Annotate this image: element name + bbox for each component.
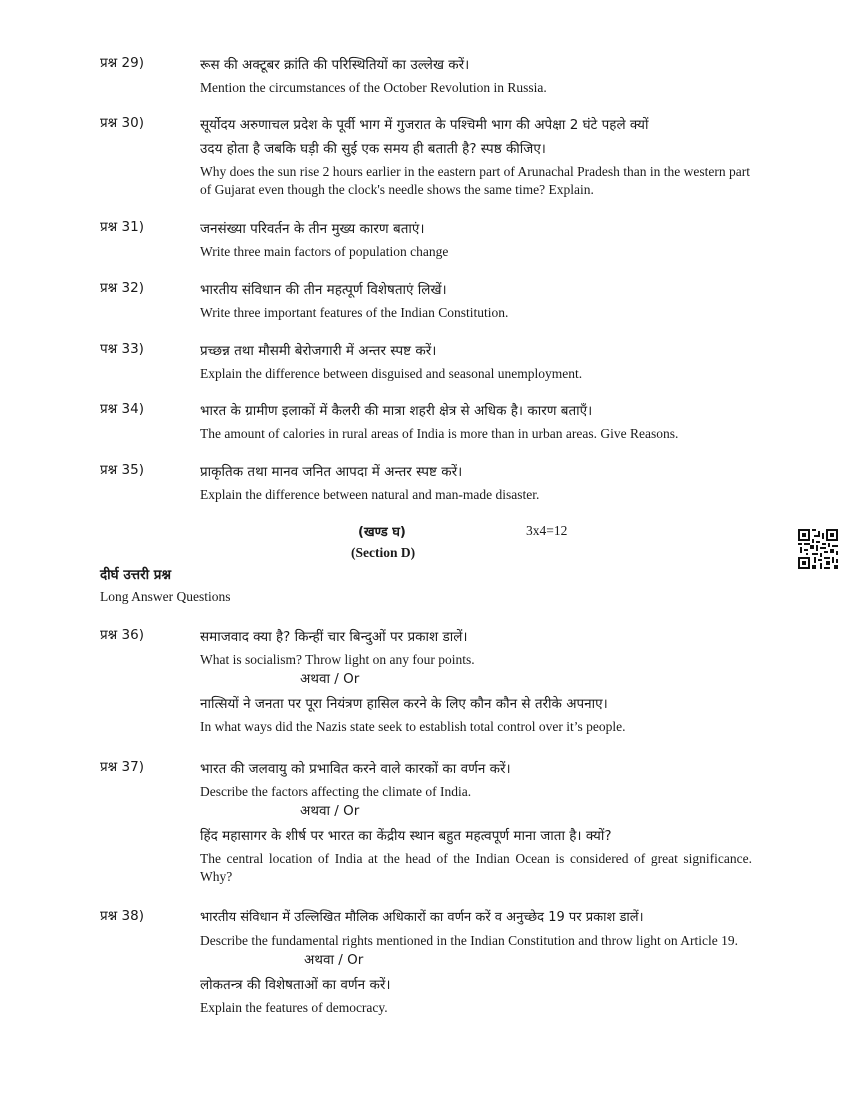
question-text-hindi: जनसंख्या परिवर्तन के तीन मुख्य कारण बताएं।: [200, 221, 425, 237]
question-text-hindi: भारतीय संविधान में उल्लिखित मौलिक अधिकारों का वर्णन करें व अनुच्छेद 19 पर प्रकाश डालें।: [200, 910, 644, 925]
question-text-english: Write three main factors of population change: [200, 244, 449, 259]
question-number: प्रश्न 35): [100, 462, 144, 478]
alt-question-text-english: In what ways did the Nazis state seek to establish total control over it’s people.: [200, 719, 626, 734]
question-text-hindi: रूस की अक्टूबर क्रांति की परिस्थितियों का उल्लेख करें।: [200, 57, 470, 73]
alt-question-text-english: Explain the features of democracy.: [200, 1000, 388, 1015]
question-number: प्रश्न 30): [100, 115, 144, 131]
question-text-hindi: समाजवाद क्या है? किन्हीं चार बिन्दुओं पर प्रकाश डालें।: [200, 629, 468, 645]
question-text-hindi: प्रच्छन्न तथा मौसमी बेरोजगारी में अन्तर स्पष्ट करें।: [200, 343, 437, 359]
section-title-english: (Section D): [351, 545, 416, 560]
question-number: प्रश्न 29): [100, 55, 144, 71]
question-number: प्रश्न 31): [100, 219, 144, 235]
question-text-hindi: भारत की जलवायु को प्रभावित करने वाले कारकों का वर्णन करें।: [200, 761, 511, 777]
alt-question-text-hindi: लोकतन्त्र की विशेषताओं का वर्णन करें।: [200, 977, 391, 993]
question-text-english: Describe the factors affecting the climate of India.: [200, 784, 472, 799]
question-number: प्रश्न 32): [100, 280, 144, 296]
qr-code: [798, 529, 838, 569]
question-text-hindi: भारतीय संविधान की तीन महत्पूर्ण विशेषताएं लिखें।: [200, 282, 447, 298]
question-text-english: Explain the difference between disguised and seasonal unemployment.: [200, 366, 583, 381]
question-text-hindi: सूर्योदय अरुणाचल प्रदेश के पूर्वी भाग में गुजरात के पश्चिमी भाग की अपेक्षा 2 घंटे पहले क्यों: [200, 117, 649, 133]
question-text-hindi-line2: उदय होता है जबकि घड़ी की सुई एक समय ही बताती है? स्पष्ठ कीजिए।: [200, 141, 546, 157]
question-text-hindi: प्राकृतिक तथा मानव जनित आपदा में अन्तर स्पष्ट करें।: [200, 464, 463, 480]
alt-question-text-hindi: हिंद महासागर के शीर्ष पर भारत का केंद्रीय स्थान बहुत महत्वपूर्ण माना जाता है। क्यों?: [200, 828, 612, 844]
question-text-english: Mention the circumstances of the October Revolution in Russia.: [200, 80, 547, 95]
section-type-hindi: दीर्घ उत्तरी प्रश्न: [100, 567, 172, 583]
question-text-english: Why does the sun rise 2 hours earlier in the eastern part of Arunachal Pradesh than in the western part of Gujarat even though the clock's needle shows the same time? Explain.: [200, 164, 750, 197]
question-number: प्रश्न 34): [100, 401, 144, 417]
question-number: पश्न 33): [100, 341, 144, 357]
question-number: प्रश्न 37): [100, 759, 144, 775]
question-text-english: The amount of calories in rural areas of India is more than in urban areas. Give Reasons.: [200, 426, 679, 441]
or-divider: अथवा / Or: [300, 803, 360, 819]
question-text-english: Describe the fundamental rights mentioned in the Indian Constitution and throw light on Article 19.: [200, 933, 739, 948]
question-text-english: Write three important features of the Indian Constitution.: [200, 305, 509, 320]
section-marks: 3x4=12: [526, 523, 568, 538]
or-divider: अथवा / Or: [300, 671, 360, 687]
question-text-english: What is socialism? Throw light on any four points.: [200, 652, 475, 667]
alt-question-text-english: The central location of India at the head of the Indian Ocean is considered of great significance. Why?: [200, 851, 752, 884]
section-type-english: Long Answer Questions: [100, 589, 231, 604]
question-number: प्रश्न 38): [100, 908, 144, 924]
question-text-english: Explain the difference between natural and man-made disaster.: [200, 487, 540, 502]
question-text-hindi: भारत के ग्रामीण इलाकों में कैलरी की मात्रा शहरी क्षेत्र से अधिक है। कारण बताएँ।: [200, 403, 593, 419]
question-number: प्रश्न 36): [100, 627, 144, 643]
section-title-hindi: (खण्ड घ): [358, 525, 406, 540]
alt-question-text-hindi: नात्सियों ने जनता पर पूरा नियंत्रण हासिल करने के लिए कौन कौन से तरीके अपनाए।: [200, 696, 608, 712]
or-divider: अथवा / Or: [304, 952, 364, 968]
